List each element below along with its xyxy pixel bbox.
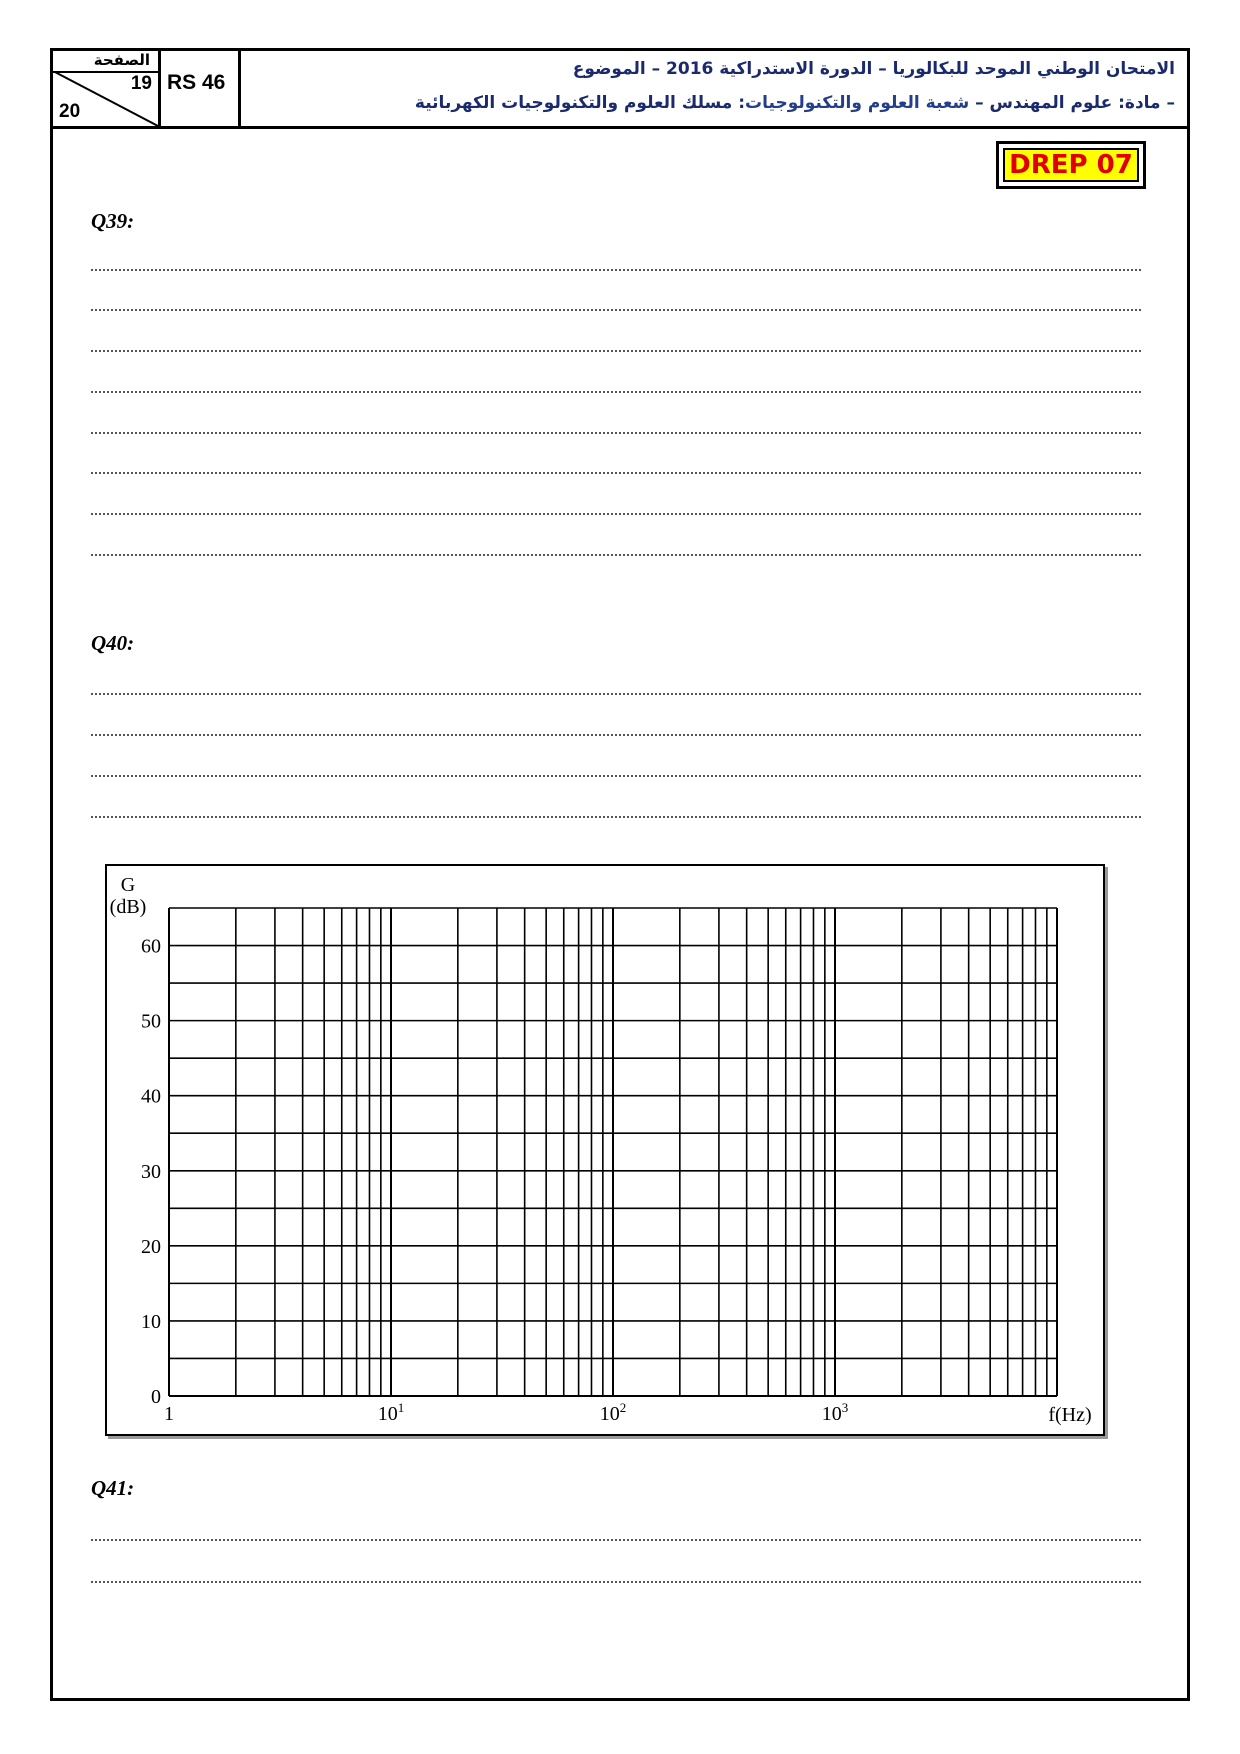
answer-line[interactable] xyxy=(91,775,1141,777)
y-tick-label: 30 xyxy=(141,1160,161,1183)
y-tick-label: 40 xyxy=(141,1085,161,1108)
exam-title-line-1: الامتحان الوطني الموحد للبكالوريا – الدورة الاستدراكية 2016 – الموضوع xyxy=(572,59,1175,79)
y-tick-label: 0 xyxy=(151,1386,161,1408)
y-axis-label: G xyxy=(120,874,136,896)
exam-title-cell xyxy=(241,51,1187,126)
answer-line[interactable] xyxy=(91,1581,1141,1583)
answer-line[interactable] xyxy=(91,391,1141,393)
y-tick-label: 50 xyxy=(141,1010,161,1033)
subject-prefix: – مادة: علوم المهندس – xyxy=(969,93,1175,113)
answer-line[interactable] xyxy=(91,734,1141,736)
bode-chart-svg[interactable] xyxy=(107,866,1107,1438)
track-name: : مسلك العلوم والتكنولوجيات الكهربائية xyxy=(414,93,746,113)
page-label: الصفحة xyxy=(93,51,150,69)
branch-name: شعبة العلوم والتكنولوجيات xyxy=(745,93,970,113)
exam-code: RS 46 xyxy=(167,71,226,94)
answer-line[interactable] xyxy=(91,693,1141,695)
y-tick-label: 10 xyxy=(141,1310,161,1333)
question-label-q41: Q41: xyxy=(91,1476,135,1500)
x-axis-label: f(Hz) xyxy=(1048,1404,1092,1426)
y-tick-label: 60 xyxy=(141,935,161,958)
x-tick-label: $10^3$ xyxy=(821,1400,849,1425)
x-tick-label: $10^2$ xyxy=(599,1400,627,1425)
y-tick-label: 20 xyxy=(141,1235,161,1258)
exam-title-line-2 xyxy=(415,93,1175,113)
page-frame xyxy=(50,48,1190,1701)
header xyxy=(53,51,1187,129)
page-total-number: 20 xyxy=(59,101,81,122)
page-current-number: 19 xyxy=(130,73,152,94)
x-tick-label: $10^1$ xyxy=(377,1400,405,1425)
answer-line[interactable] xyxy=(91,432,1141,434)
drep-label: DREP 07 xyxy=(1009,150,1133,180)
drep-badge xyxy=(996,141,1146,189)
answer-line[interactable] xyxy=(91,816,1141,818)
question-label-q40: Q40: xyxy=(91,631,135,655)
exam-code-cell xyxy=(161,51,241,126)
page-number-cell xyxy=(53,51,161,126)
answer-line[interactable] xyxy=(91,1539,1141,1541)
x-tick-label: 1 xyxy=(164,1403,174,1425)
answer-line[interactable] xyxy=(91,309,1141,311)
answer-line[interactable] xyxy=(91,513,1141,515)
answer-line[interactable] xyxy=(91,554,1141,556)
question-label-q39: Q39: xyxy=(91,209,135,233)
answer-line[interactable] xyxy=(91,472,1141,474)
y-axis-unit: (dB) xyxy=(109,896,147,918)
bode-gain-chart xyxy=(105,864,1105,1436)
answer-line[interactable] xyxy=(91,350,1141,352)
answer-line[interactable] xyxy=(91,269,1141,271)
